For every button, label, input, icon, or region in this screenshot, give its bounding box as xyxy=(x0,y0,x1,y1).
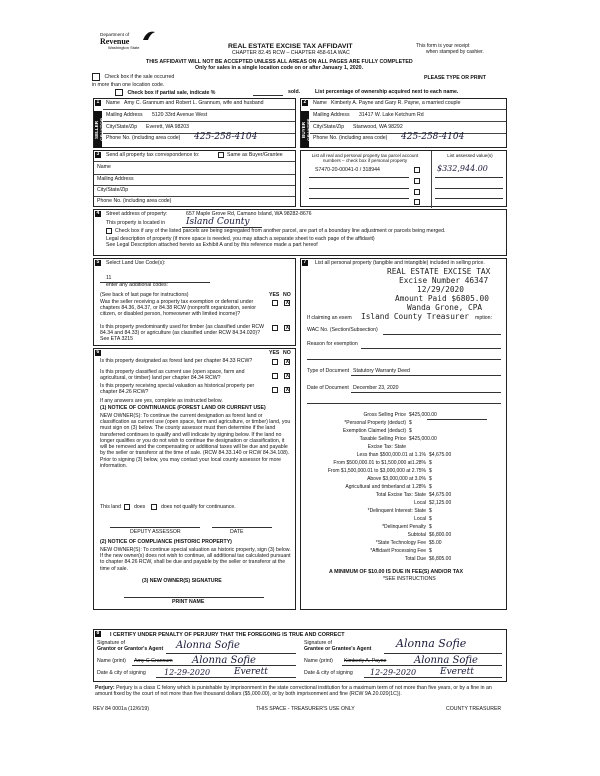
q2-no-checkbox[interactable] xyxy=(284,325,290,331)
treasurer-space: THIS SPACE - TREASURER'S USE ONLY xyxy=(256,706,355,712)
grantor-name-struck: Amy C Grannum xyxy=(134,658,173,664)
if-yes-label: If any answers are yes, complete as instructed below. xyxy=(100,398,223,404)
wac-label: WAC No. (Section/Subsection) xyxy=(307,327,378,333)
t4-value[interactable]: $ xyxy=(429,476,432,482)
agency-dept: Department of xyxy=(100,32,130,37)
corr-phone-label: Phone No. (including area code) xyxy=(97,198,172,204)
street-address[interactable]: 657 Maple Grove Rd, Camano Island, WA 98282-8676 xyxy=(186,211,312,217)
delinq-local-value[interactable]: $ xyxy=(429,516,432,522)
more-locations-label: Check box if the sale occurred xyxy=(104,74,175,81)
t3-label: From $1,500,000.01 to $3,000,000 at 2.75% xyxy=(327,468,426,474)
corr-city-label: City/State/Zip xyxy=(97,187,129,193)
type-or-print: PLEASE TYPE OR PRINT xyxy=(424,75,486,81)
yes-header: YES xyxy=(269,292,280,298)
q1-no-checkbox[interactable] xyxy=(284,300,290,306)
grantor-name-label: Name (print) xyxy=(97,658,126,664)
form-warning-2: Only for sales in a single location code on or after January 1, 2020. xyxy=(195,65,364,71)
historical-question: Is this property receiving special valuation as historical property per chapter 84.26 RCW? xyxy=(100,383,255,395)
grantee-sig-label: Signature of xyxy=(304,640,332,646)
partial-sale-pct[interactable] xyxy=(253,95,283,96)
segregated-label: Check box if any of the listed parcels are being segregated from another parcel, are part of a boundary line adjustment or parcels being merged. xyxy=(115,228,446,234)
agency-logo xyxy=(100,30,160,52)
grantee-sig-label-2: Grantee or Grantee's Agent xyxy=(304,646,372,652)
grantor-sig-label-2: Grantor or Grantor's Agent xyxy=(97,646,164,652)
total-due-label: Total Due xyxy=(404,556,426,562)
section-7-number: 7 xyxy=(303,259,307,265)
s6-q1-yes-checkbox[interactable] xyxy=(272,359,278,365)
grantee-city[interactable]: Everett xyxy=(440,667,474,677)
receipt-note-2: when stamped by cashier. xyxy=(426,49,484,55)
parcel-number[interactable]: S7470-20-00041-0 / 318944 xyxy=(315,167,380,173)
doc-date[interactable]: December 23, 2020 xyxy=(353,385,399,391)
partial-sale-checkbox[interactable] xyxy=(115,89,123,96)
taxable-label: Taxable Selling Price xyxy=(359,436,406,442)
buyer-name-label: Name xyxy=(313,100,327,106)
ownership-note: List percentage of ownership acquired next to each name. xyxy=(315,89,459,95)
print-name-label: PRINT NAME xyxy=(172,599,205,605)
perjury-notice xyxy=(95,686,507,698)
personal-value[interactable]: $ xyxy=(409,420,412,426)
sold-label: sold. xyxy=(288,89,301,95)
assessed-header: List assessed value(s) xyxy=(447,153,493,158)
s6-q2-no-checkbox[interactable] xyxy=(284,373,290,379)
seller-phone-label: Phone No. (including area code) xyxy=(106,135,181,141)
t5-label: Agricultural and timberland at 1.28% xyxy=(345,484,426,490)
buyer-phone[interactable]: 425-258-4104 xyxy=(401,132,465,142)
delinq-local-label: Local xyxy=(414,516,426,522)
grantor-signature[interactable]: Alonna Sofie xyxy=(176,640,240,651)
grantee-date[interactable]: 12-29-2020 xyxy=(370,668,417,677)
affidavit-fee-value[interactable]: $ xyxy=(429,548,432,554)
t2-label: From $500,000.01 to $1,500,000 at1.28% xyxy=(333,460,426,466)
county-treasurer: COUNTY TREASURER xyxy=(446,706,502,712)
stamp-number: Excise Number 46347 xyxy=(399,276,489,285)
doc-date-label: Date of Document xyxy=(307,385,349,391)
timber-question: Is this property predominantly used for timber (as classified under RCW 84.34 and 84.33) or agriculture (as classified under RCW 84.34.020)? See ETA 3215 xyxy=(100,324,265,342)
perjury-text: Perjury is a class C felony which is punishable by imprisonment in the state correctional institution for a maximum term of not more than five years, or by a fine in an amount fixed by the court of not more than five thousand dollars ($5,000.00), or by both imprisonment and fine (RCW 9A.20.020(1C)). xyxy=(95,685,492,697)
grantor-city[interactable]: Everett xyxy=(234,667,268,677)
agency-name: Revenue xyxy=(100,37,130,46)
buyer-name[interactable]: Kimberly A. Payne and Gary R. Payne, a married couple xyxy=(331,100,461,106)
grantor-date-label: Date & city of signing xyxy=(97,670,146,676)
doc-type-label: Type of Document xyxy=(307,368,350,374)
personal-property-label: List all personal property (tangible and intangible) included in selling price. xyxy=(315,260,485,266)
t3-value[interactable]: $ xyxy=(429,468,432,474)
minimum-due-note: A MINIMUM OF $10.00 IS DUE IN FEE(S) AND/OR TAX xyxy=(329,569,464,575)
s6-q3-yes-checkbox[interactable] xyxy=(272,387,278,393)
grantee-name-struck: Kimberly A. Payne xyxy=(344,658,387,664)
legal-description[interactable]: See Legal Description attached hereto as Exhibit A and by this reference made a part hereof xyxy=(106,242,318,248)
this-land-label: This land xyxy=(100,504,122,510)
stamp-name: Wanda Grone, CPA xyxy=(407,303,483,312)
doc-type[interactable]: Statutory Warranty Deed xyxy=(353,368,410,374)
stamp-date: 12/29/2020 xyxy=(417,285,464,294)
buyer-mailing[interactable]: 31417 W. Lake Ketchum Rd xyxy=(359,112,424,118)
section-3-number: 3 xyxy=(96,151,100,157)
more-locations-label-2: in more than one location code. xyxy=(92,82,165,88)
exemption-label: Exemption Claimed (deduct) xyxy=(342,428,406,434)
stamp-office: Island County Treasurer xyxy=(361,312,469,321)
perjury-label: Perjury: xyxy=(95,685,115,691)
stamp-amount: Amount Paid $6805.00 xyxy=(395,294,489,303)
penalty-value[interactable]: $ xyxy=(429,524,432,530)
correspondence-label: Send all property tax correspondence to: xyxy=(106,152,200,158)
partial-sale-label: Check box if partial sale, indicate % xyxy=(127,89,216,96)
receipt-note-1: This form is your receipt xyxy=(416,43,470,49)
penalty-label: *Delinquent Penalty xyxy=(382,524,426,530)
t5-value[interactable]: $ xyxy=(429,484,432,490)
located-in-label: This property is located in xyxy=(106,220,166,226)
more-locations-row xyxy=(92,73,174,81)
deputy-assessor-label: DEPUTY ASSESSOR xyxy=(130,529,181,535)
s6-yes-header: YES xyxy=(269,350,280,356)
delinq-state-value[interactable]: $ xyxy=(429,508,432,514)
new-owner-signature-line[interactable] xyxy=(124,597,264,598)
land-does-label: does xyxy=(134,504,146,510)
section-8-number: 8 xyxy=(96,630,100,636)
buyer-section xyxy=(300,98,507,148)
forest-land-question: Is this property designated as forest land per chapter 84.33 RCW? xyxy=(100,358,253,364)
agency-state: Washington State xyxy=(108,45,140,50)
notice-1-title: (1) NOTICE OF CONTINUANCE (FOREST LAND OR CURRENT USE) xyxy=(100,405,266,411)
t1-label: Less than $500,000.01 at 1.1% xyxy=(356,452,426,458)
parcel-section xyxy=(300,150,507,207)
s6-q2-yes-checkbox[interactable] xyxy=(272,373,278,379)
personal-property-section xyxy=(300,258,507,610)
same-as-buyer-label: Same as Buyer/Grantee xyxy=(227,152,283,158)
grantee-date-label: Date & city of signing xyxy=(304,670,353,676)
grantor-sig-label: Signature of xyxy=(97,640,125,646)
form-title: REAL ESTATE EXCISE TAX AFFIDAVIT xyxy=(228,43,353,50)
buyer-mailing-label: Mailing Address xyxy=(313,112,350,118)
notice-2-body: NEW OWNER(S): To continue special valuation as historic property, sign (3) below. If the new owner(s) does not wish to continue, all additional tax calculated pursuant to chapter 84.26 RCW, shall be due and payable by the seller or transferor at the time of sale. xyxy=(100,547,291,572)
parcel-personal-checkbox-4[interactable] xyxy=(414,199,420,205)
form-chapter: CHAPTER 82.45 RCW – CHAPTER 458-61A WAC xyxy=(232,50,350,56)
tax-correspondence-section xyxy=(93,150,296,207)
designation-section xyxy=(93,348,296,610)
parcel-personal-checkbox-1[interactable] xyxy=(414,167,420,173)
notice-2-title: (2) NOTICE OF COMPLIANCE (HISTORIC PROPERTY) xyxy=(100,539,232,545)
claiming-label: If claiming an exem xyxy=(307,315,352,321)
buyer-vertical-label: BUYER GRANTEE xyxy=(301,111,309,148)
grantee-name-label: Name (print) xyxy=(304,658,333,664)
section-2-number: 2 xyxy=(303,99,307,105)
grantor-date[interactable]: 12-29-2020 xyxy=(164,668,211,677)
seller-mailing[interactable]: 5120 33rd Avenue West xyxy=(152,112,208,118)
section-1-number: 1 xyxy=(96,99,100,105)
assessed-value[interactable]: $332,944.00 xyxy=(437,164,488,173)
see-back-label: (See back of last page for instructions) xyxy=(100,292,189,298)
no-header: NO xyxy=(283,292,291,298)
s6-q3-no-checkbox[interactable] xyxy=(284,387,290,393)
q2-yes-checkbox[interactable] xyxy=(272,325,278,331)
affidavit-fee-label: *Affidavit Processing Fee xyxy=(370,548,426,554)
seller-name[interactable]: Amy C. Grannum and Robert L. Grannum, wife and husband xyxy=(124,100,264,106)
land-does-checkbox[interactable] xyxy=(124,504,130,510)
s6-q1-no-checkbox[interactable] xyxy=(284,359,290,365)
personal-label: *Personal Property (deduct) xyxy=(344,420,406,426)
buyer-phone-label: Phone No. (including area code) xyxy=(313,135,388,141)
total-state-value[interactable]: $4,675.00 xyxy=(429,492,452,498)
buyer-city[interactable]: Stanwood, WA 98292 xyxy=(353,124,403,130)
current-use-question: Is this property classified as current use (open space, farm and agricultural, or timber) land per chapter 84.34 RCW? xyxy=(100,369,245,381)
segregated-checkbox[interactable] xyxy=(106,228,112,234)
form-number: REV 84 0001a (12/6/19) xyxy=(93,706,149,712)
grantee-name[interactable]: Alonna Sofie xyxy=(414,655,478,666)
seller-vertical-label: SELLER GRANTOR xyxy=(94,111,102,148)
seller-section xyxy=(93,98,296,148)
parcel-personal-checkbox-2[interactable] xyxy=(414,178,420,184)
same-as-buyer-checkbox[interactable] xyxy=(218,152,224,158)
t4-label: Above $3,000,000 at 3.0% xyxy=(367,476,426,482)
local-label: Local xyxy=(414,500,426,506)
gross-label: Gross Selling Price xyxy=(363,412,406,418)
section-4-number: 4 xyxy=(96,210,100,216)
exemption-question: Was the seller receiving a property tax exemption or deferral under chapters 84.36, 84.37, or 84.38 RCW (nonprofit organization, senior citizen, or disabled person, homeowner with limited income)? xyxy=(100,299,257,317)
tech-fee-value[interactable]: $5.00 xyxy=(429,540,442,546)
partial-sale-row xyxy=(115,89,215,97)
located-in[interactable]: Island County xyxy=(186,217,250,227)
tech-fee-label: *State Technology Fee xyxy=(375,540,426,546)
parcel-header: List all real and personal property tax parcel account numbers – check box if personal property xyxy=(311,153,419,164)
subtotal-label: Subtotal xyxy=(407,532,426,538)
street-address-label: Street address of property: xyxy=(106,211,168,217)
land-does-not-label: does not qualify for continuance. xyxy=(161,504,236,510)
seller-city[interactable]: Everett, WA 98203 xyxy=(146,124,190,130)
gross-value[interactable]: $425,000.00 xyxy=(409,412,437,418)
stamp-title: REAL ESTATE EXCISE TAX xyxy=(387,267,491,276)
form-warning: THIS AFFIDAVIT WILL NOT BE ACCEPTED UNLESS ALL AREAS ON ALL PAGES ARE FULLY COMPLETED xyxy=(146,59,413,65)
total-due-value[interactable]: $6,805.00 xyxy=(429,556,452,562)
seller-name-label: Name xyxy=(106,100,120,106)
buyer-city-label: City/State/Zip xyxy=(313,124,345,130)
seller-city-label: City/State/Zip xyxy=(106,124,138,130)
corr-mailing-label: Mailing Address xyxy=(97,176,134,182)
subtotal-value[interactable]: $6,800.00 xyxy=(429,532,452,538)
t1-value[interactable]: $4,675.00 xyxy=(429,452,452,458)
total-state-label: Total Excise Tax: State xyxy=(375,492,426,498)
section-5-number: 5 xyxy=(96,259,100,265)
s6-no-header: NO xyxy=(283,350,291,356)
exemption-value[interactable]: $ xyxy=(409,428,412,434)
legal-description-label: Legal description of property (if more space is needed, you may attach a separate sheet to each page of the affidavit) xyxy=(106,236,375,242)
land-does-not-checkbox[interactable] xyxy=(151,504,157,510)
notice-1-body: NEW OWNER(S): To continue the current designation as forest land or classification as current use (open space, farm and agriculture, or timber) land, you must sign on (3) below. The county assessor must then determine if the land transferred continues to qualify and will indicate by signing below. If the land no longer qualifies or you do not wish to continue the designation or classification, it will be removed and the compensating or additional taxes will be due and payable by the seller or transferor at the time of sale. (RCW 84.33.140 or RCW 84.34.108). Prior to signing (3) below, you may contact your local county assessor for more information. xyxy=(100,413,291,469)
state-label: Excise Tax: State xyxy=(367,444,406,450)
t2-value[interactable]: $ xyxy=(429,460,432,466)
certification-statement: I CERTIFY UNDER PENALTY OF PERJURY THAT THE FOREGOING IS TRUE AND CORRECT xyxy=(110,632,345,638)
assessor-date-label: DATE xyxy=(230,529,244,535)
land-use-section xyxy=(93,258,296,346)
more-locations-checkbox[interactable] xyxy=(92,73,100,81)
property-section xyxy=(93,209,507,256)
reason-label: Reason for exemption xyxy=(307,341,358,347)
claiming-label-2: mption: xyxy=(475,315,493,321)
seller-mailing-label: Mailing Address xyxy=(106,112,143,118)
new-owner-signature-label: (3) NEW OWNER(S) SIGNATURE xyxy=(142,578,222,584)
grantee-signature[interactable]: Alonna Sofie xyxy=(396,637,467,650)
seller-phone[interactable]: 425-258-4104 xyxy=(194,132,258,142)
land-use-label: Select Land Use Code(s): xyxy=(106,260,166,266)
land-use-code[interactable]: 11 xyxy=(106,275,112,281)
certification-section xyxy=(93,629,507,682)
revenue-logo-icon xyxy=(142,30,156,42)
see-instructions: *SEE INSTRUCTIONS xyxy=(383,576,436,582)
parcel-personal-checkbox-3[interactable] xyxy=(414,189,420,195)
delinq-state-label: *Delinquent Interest: State xyxy=(367,508,426,514)
local-value[interactable]: $2,125.00 xyxy=(429,500,452,506)
grantor-name[interactable]: Alonna Sofie xyxy=(192,655,256,666)
additional-codes-label: enter any additional codes: xyxy=(106,282,169,288)
section-6-number: 6 xyxy=(96,349,100,355)
corr-name-label: Name xyxy=(97,164,111,170)
taxable-value[interactable]: $425,000.00 xyxy=(409,436,437,442)
q1-yes-checkbox[interactable] xyxy=(272,300,278,306)
